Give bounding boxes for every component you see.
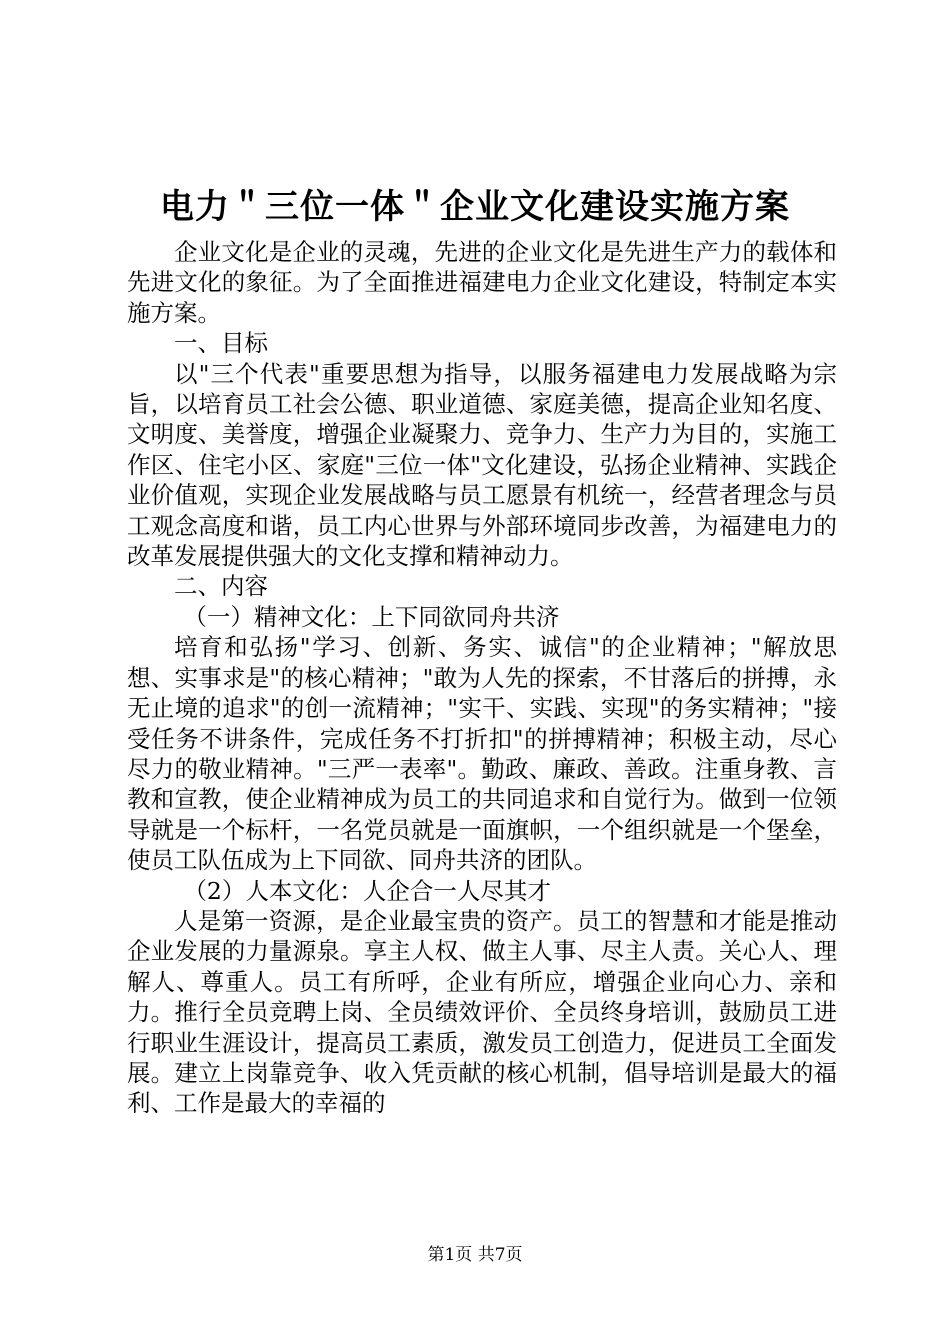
spirit-culture-paragraph: 培育和弘扬"学习、创新、务实、诚信"的企业精神；"解放思想、实事求是"的核心精神；"敢为人先的探索，不甘落后的拼搏，永无止境的追求"的创一流精神；"实干、实践、实现"的务实精神；"接受任务不讲条件，完成任务不打折扣"的拼搏精神；积极主动，尽心尽力的敬业精神。"三严一表率"。勤政、廉政、善政。注重身教、言教和宣教，使企业精神成为员工的共同追求和自觉行为。做到一位领导就是一个标杆，一名党员就是一面旗帜，一个组织就是一个堡垒，使员工队伍成为上下同欲、同舟共济的团队。 [127,633,837,875]
document-body [127,237,837,1119]
subheading-people-culture: （2）人本文化：人企合一人尽其才 [183,876,551,905]
page-number-footer: 第1页 共7页 [427,1245,523,1265]
intro-paragraph: 企业文化是企业的灵魂，先进的企业文化是先进生产力的载体和先进文化的象征。为了全面推进福建电力企业文化建设，特制定本实施方案。 [127,238,837,327]
goals-paragraph: 以"三个代表"重要思想为指导，以服务福建电力发展战略为宗旨，以培育员工社会公德、职业道德、家庭美德，提高企业知名度、文明度、美誉度，增强企业凝聚力、竞争力、生产力为目的，实施工作区、住宅小区、家庭"三位一体"文化建设，弘扬企业精神、实践企业价值观，实现企业发展战略与员工愿景有机统一，经营者理念与员工观念高度和谐，员工内心世界与外部环境同步改善，为福建电力的改革发展提供强大的文化支撑和精神动力。 [127,359,837,571]
people-culture-paragraph: 人是第一资源，是企业最宝贵的资产。员工的智慧和才能是推动企业发展的力量源泉。享主人权、做主人事、尽主人责。关心人、理解人、尊重人。员工有所呼，企业有所应，增强企业向心力、亲和力。推行全员竞聘上岗、全员绩效评价、全员终身培训，鼓励员工进行职业生涯设计，提高员工素质，激发员工创造力，促进员工全面发展。建立上岗靠竞争、收入凭贡献的核心机制，倡导培训是最大的福利、工作是最大的幸福的 [127,906,837,1118]
section-heading-content: 二、内容 [174,572,268,601]
subheading-spirit-culture: （一）精神文化：上下同欲同舟共济 [183,602,560,631]
document-title: 电力＂三位一体＂企业文化建设实施方案 [160,187,790,227]
section-heading-goals: 一、目标 [174,329,268,358]
